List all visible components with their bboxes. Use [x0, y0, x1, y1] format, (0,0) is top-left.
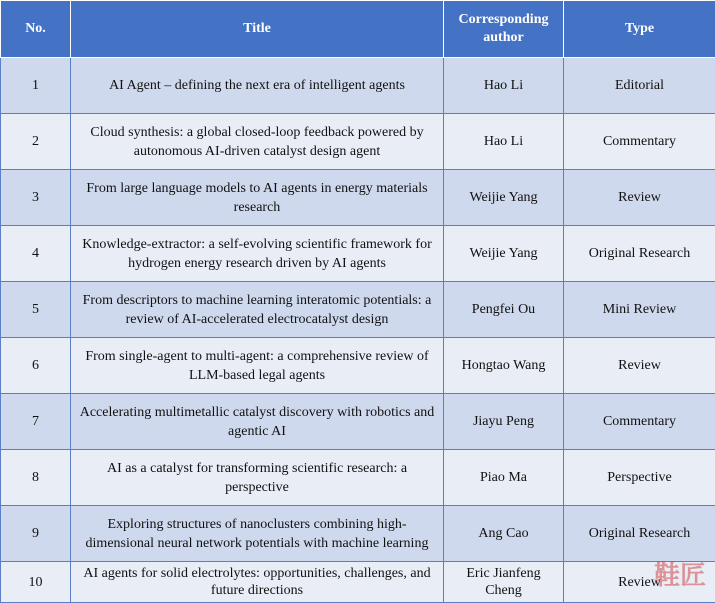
cell-author: Hongtao Wang: [444, 338, 564, 394]
cell-author: Weijie Yang: [444, 170, 564, 226]
cell-author: Hao Li: [444, 114, 564, 170]
table-row: [1, 450, 715, 506]
header-type: Type: [564, 1, 715, 58]
cell-type: Original Research: [564, 226, 715, 282]
cell-author: Pengfei Ou: [444, 282, 564, 338]
cell-type: Perspective: [564, 450, 715, 506]
cell-title: Knowledge-extractor: a self-evolving scientific framework for hydrogen energy research driven by AI agents: [71, 226, 444, 282]
cell-type: Review: [564, 170, 715, 226]
cell-no: 8: [1, 450, 71, 506]
header-no: No.: [1, 1, 71, 58]
cell-author: Ang Cao: [444, 506, 564, 562]
table-row: [1, 506, 715, 562]
cell-type: Editorial: [564, 58, 715, 114]
cell-type: Commentary: [564, 114, 715, 170]
cell-title: Exploring structures of nanoclusters combining high-dimensional neural network potentials with machine learning: [71, 506, 444, 562]
table-row: [1, 338, 715, 394]
cell-no: 2: [1, 114, 71, 170]
table-row: [1, 114, 715, 170]
header-author: Corresponding author: [444, 1, 564, 58]
header-row: [1, 1, 715, 58]
cell-no: 7: [1, 394, 71, 450]
cell-author: Jiayu Peng: [444, 394, 564, 450]
cell-no: 6: [1, 338, 71, 394]
cell-type: Mini Review: [564, 282, 715, 338]
cell-title: AI Agent – defining the next era of intelligent agents: [71, 58, 444, 114]
cell-title: Accelerating multimetallic catalyst discovery with robotics and agentic AI: [71, 394, 444, 450]
cell-title: AI as a catalyst for transforming scientific research: a perspective: [71, 450, 444, 506]
cell-title: AI agents for solid electrolytes: opportunities, challenges, and future directions: [71, 562, 444, 603]
cell-title: From descriptors to machine learning interatomic potentials: a review of AI-accelerated electrocatalyst design: [71, 282, 444, 338]
table-row: [1, 394, 715, 450]
table-row: [1, 58, 715, 114]
table-row: [1, 170, 715, 226]
cell-author: Eric Jianfeng Cheng: [444, 562, 564, 603]
cell-no: 5: [1, 282, 71, 338]
table-row: [1, 282, 715, 338]
cell-no: 10: [1, 562, 71, 603]
watermark-logo: 鞋匠: [651, 553, 709, 599]
cell-no: 4: [1, 226, 71, 282]
cell-title: From single-agent to multi-agent: a comprehensive review of LLM-based legal agents: [71, 338, 444, 394]
cell-author: Piao Ma: [444, 450, 564, 506]
header-title: Title: [71, 1, 444, 58]
table-row: [1, 226, 715, 282]
cell-no: 9: [1, 506, 71, 562]
cell-type: Review: [564, 338, 715, 394]
cell-author: Hao Li: [444, 58, 564, 114]
cell-title: Cloud synthesis: a global closed-loop feedback powered by autonomous AI-driven catalyst design agent: [71, 114, 444, 170]
cell-author: Weijie Yang: [444, 226, 564, 282]
cell-type: Commentary: [564, 394, 715, 450]
cell-type: Original Research: [564, 506, 715, 562]
cell-no: 3: [1, 170, 71, 226]
cell-type: Review: [564, 562, 715, 603]
cell-title: From large language models to AI agents in energy materials research: [71, 170, 444, 226]
cell-no: 1: [1, 58, 71, 114]
table-row: [1, 562, 715, 603]
